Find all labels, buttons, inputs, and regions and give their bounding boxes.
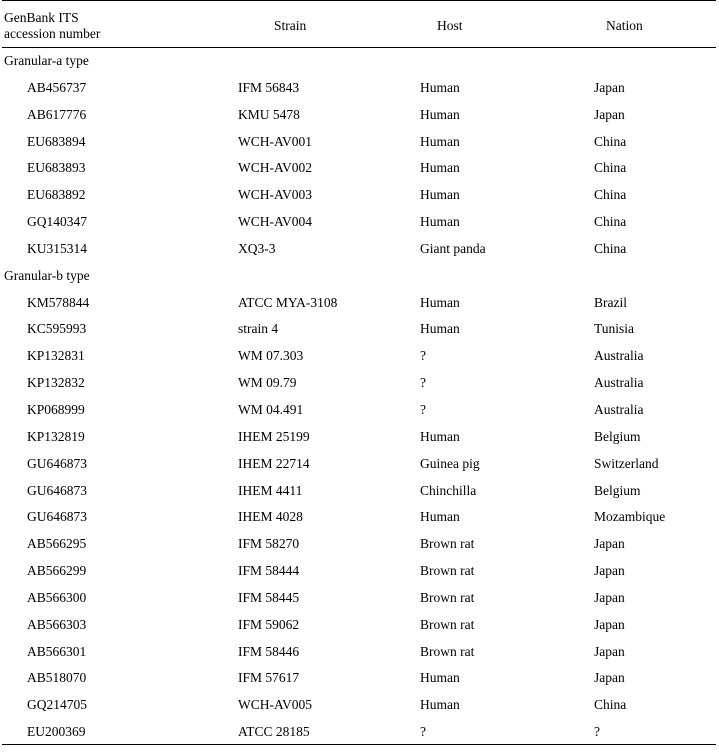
cell-host: Brown rat — [420, 589, 475, 605]
header-accession-line1: GenBank ITS — [4, 10, 79, 25]
cell-nation: Belgium — [594, 428, 641, 444]
cell-host: Human — [420, 428, 460, 444]
table-row — [2, 343, 716, 370]
cell-accession: KC595993 — [27, 321, 87, 337]
table-row — [2, 209, 716, 236]
cell-accession: AB456737 — [27, 79, 87, 95]
cell-nation: Australia — [594, 348, 644, 364]
cell-strain: IFM 58270 — [238, 536, 300, 552]
cell-strain: XQ3-3 — [238, 240, 276, 256]
cell-host: Human — [420, 133, 460, 149]
cell-host: Human — [420, 321, 460, 337]
cell-host: Human — [420, 294, 460, 310]
table-row — [2, 719, 716, 746]
cell-host: Human — [420, 509, 460, 525]
cell-accession: AB566299 — [27, 563, 87, 579]
cell-nation: Australia — [594, 375, 644, 391]
cell-strain: ATCC 28185 — [238, 724, 310, 740]
cell-accession: EU683894 — [27, 133, 86, 149]
cell-strain: WCH-AV005 — [238, 697, 312, 713]
table-row — [2, 692, 716, 719]
cell-host: Brown rat — [420, 616, 475, 632]
cell-accession: EU683893 — [27, 160, 86, 176]
cell-accession: KP132819 — [27, 428, 85, 444]
table-row — [2, 504, 716, 531]
cell-accession: GQ214705 — [27, 697, 87, 713]
cell-host: ? — [420, 348, 426, 364]
cell-nation: Japan — [594, 589, 625, 605]
header-strain: Strain — [274, 18, 307, 33]
cell-nation: Switzerland — [594, 455, 659, 471]
cell-strain: WCH-AV002 — [238, 160, 312, 176]
cell-strain: ATCC MYA-3108 — [238, 294, 338, 310]
cell-nation: Japan — [594, 616, 625, 632]
cell-strain: WM 07.303 — [238, 348, 304, 364]
cell-nation: Japan — [594, 643, 625, 659]
cell-strain: IHEM 22714 — [238, 455, 310, 471]
cell-nation: Japan — [594, 670, 625, 686]
group-row — [2, 48, 716, 75]
table-row — [2, 370, 716, 397]
cell-nation: Japan — [594, 536, 625, 552]
cell-strain: WCH-AV003 — [238, 187, 312, 203]
table-bottom-rule — [2, 744, 716, 745]
table-row — [2, 182, 716, 209]
cell-nation: China — [594, 697, 627, 713]
cell-nation: Brazil — [594, 294, 627, 310]
cell-nation: China — [594, 240, 627, 256]
cell-host: ? — [420, 401, 426, 417]
table-row — [2, 424, 716, 451]
cell-accession: AB566295 — [27, 536, 87, 552]
cell-accession: GQ140347 — [27, 214, 87, 230]
cell-host: Human — [420, 160, 460, 176]
table-row — [2, 155, 716, 182]
cell-strain: WCH-AV001 — [238, 133, 312, 149]
table-row — [2, 531, 716, 558]
cell-host: ? — [420, 375, 426, 391]
table-row — [2, 639, 716, 666]
cell-host: Human — [420, 106, 460, 122]
cell-strain: IFM 58445 — [238, 589, 300, 605]
cell-strain: IFM 58446 — [238, 643, 300, 659]
cell-accession: AB518070 — [27, 670, 87, 686]
cell-host: Human — [420, 79, 460, 95]
cell-accession: GU646873 — [27, 455, 87, 471]
cell-nation: China — [594, 187, 627, 203]
cell-nation: Tunisia — [594, 321, 635, 337]
header-host: Host — [437, 18, 463, 33]
table-row — [2, 316, 716, 343]
cell-strain: WCH-AV004 — [238, 214, 312, 230]
cell-host: Brown rat — [420, 563, 475, 579]
cell-host: Brown rat — [420, 536, 475, 552]
cell-strain: IFM 59062 — [238, 616, 300, 632]
cell-accession: GU646873 — [27, 482, 87, 498]
cell-strain: IHEM 4028 — [238, 509, 303, 525]
table-row — [2, 665, 716, 692]
table-row — [2, 236, 716, 263]
table-row — [2, 75, 716, 102]
cell-host: Giant panda — [420, 240, 486, 256]
cell-strain: WM 09.79 — [238, 375, 297, 391]
cell-accession: AB566300 — [27, 589, 87, 605]
cell-strain: IFM 56843 — [238, 79, 300, 95]
cell-strain: IHEM 4411 — [238, 482, 303, 498]
cell-nation: ? — [594, 724, 600, 740]
cell-host: Chinchilla — [420, 482, 477, 498]
cell-nation: Belgium — [594, 482, 641, 498]
cell-nation: Japan — [594, 106, 625, 122]
cell-nation: China — [594, 214, 627, 230]
cell-strain: strain 4 — [238, 321, 279, 337]
group-label: Granular-a type — [4, 53, 89, 68]
cell-host: Human — [420, 187, 460, 203]
cell-accession: EU683892 — [27, 187, 86, 203]
table-row — [2, 478, 716, 505]
cell-strain: IFM 58444 — [238, 563, 300, 579]
group-row — [2, 263, 716, 290]
cell-nation: Japan — [594, 79, 625, 95]
header-accession-line2: accession number — [4, 26, 101, 41]
cell-nation: China — [594, 160, 627, 176]
cell-nation: Japan — [594, 563, 625, 579]
table-header — [2, 0, 716, 47]
cell-host: Guinea pig — [420, 455, 480, 471]
cell-accession: KU315314 — [27, 240, 87, 256]
cell-accession: AB566301 — [27, 643, 87, 659]
cell-accession: KM578844 — [27, 294, 90, 310]
table-row — [2, 290, 716, 317]
table-row — [2, 102, 716, 129]
table-body — [2, 48, 716, 746]
cell-host: Human — [420, 697, 460, 713]
cell-host: Human — [420, 670, 460, 686]
table-row — [2, 397, 716, 424]
cell-accession: GU646873 — [27, 509, 87, 525]
table-row — [2, 451, 716, 478]
cell-host: Brown rat — [420, 643, 475, 659]
cell-strain: IFM 57617 — [238, 670, 300, 686]
cell-accession: KP132831 — [27, 348, 85, 364]
header-nation: Nation — [606, 18, 643, 33]
table-row — [2, 612, 716, 639]
cell-strain: WM 04.491 — [238, 401, 304, 417]
cell-accession: KP132832 — [27, 375, 85, 391]
cell-strain: IHEM 25199 — [238, 428, 310, 444]
cell-nation: China — [594, 133, 627, 149]
cell-accession: AB617776 — [27, 106, 87, 122]
cell-host: ? — [420, 724, 426, 740]
header-accession — [4, 10, 100, 42]
cell-accession: EU200369 — [27, 724, 86, 740]
group-label: Granular-b type — [4, 267, 90, 283]
cell-nation: Australia — [594, 401, 644, 417]
table-row — [2, 129, 716, 156]
cell-nation: Mozambique — [594, 509, 666, 525]
cell-accession: AB566303 — [27, 616, 87, 632]
cell-strain: KMU 5478 — [238, 106, 300, 122]
cell-accession: KP068999 — [27, 401, 85, 417]
table-row — [2, 585, 716, 612]
cell-host: Human — [420, 214, 460, 230]
table-row — [2, 558, 716, 585]
